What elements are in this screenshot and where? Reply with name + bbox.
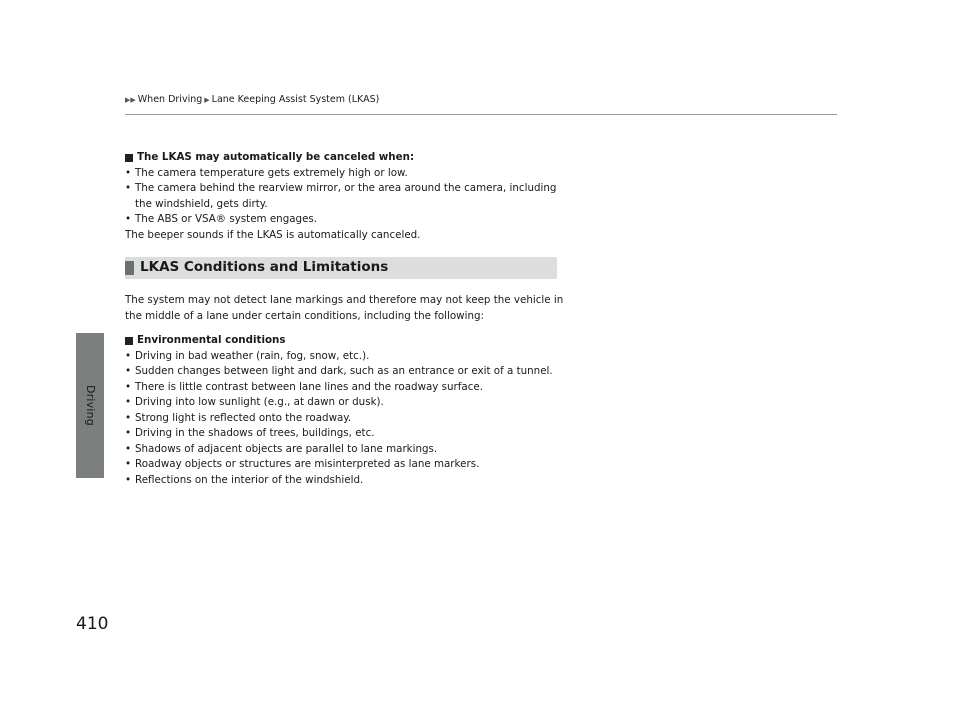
canceled-heading: The LKAS may automatically be canceled when: <box>125 150 565 166</box>
chapter-side-label: Driving <box>83 385 97 426</box>
list-item: • Driving in the shadows of trees, buildings, etc. <box>125 426 565 442</box>
list-item: • There is little contrast between lane lines and the roadway surface. <box>125 380 565 396</box>
breadcrumb <box>125 94 379 105</box>
triangle-right-icon: ▶▶ <box>125 95 136 104</box>
square-bullet-icon <box>125 337 133 345</box>
breadcrumb-item[interactable]: Lane Keeping Assist System (LKAS) <box>211 94 380 105</box>
list-item: • The ABS or VSA® system engages. <box>125 212 565 228</box>
environmental-list <box>125 349 565 489</box>
list-item: • The camera temperature gets extremely high or low. <box>125 166 565 182</box>
square-bullet-icon <box>125 154 133 162</box>
section-title: LKAS Conditions and Limitations <box>140 259 389 276</box>
triangle-right-icon: ▶ <box>204 95 210 104</box>
list-item: • Shadows of adjacent objects are parallel to lane markings. <box>125 442 565 458</box>
list-item: • Roadway objects or structures are misinterpreted as lane markers. <box>125 457 565 473</box>
environmental-heading: Environmental conditions <box>125 333 565 349</box>
breadcrumb-item[interactable]: When Driving <box>137 94 203 105</box>
canceled-list <box>125 166 565 228</box>
list-item: • Reflections on the interior of the windshield. <box>125 473 565 489</box>
header-divider <box>125 114 837 115</box>
list-item: • Driving into low sunlight (e.g., at dawn or dusk). <box>125 395 565 411</box>
square-bullet-icon <box>125 261 134 275</box>
canceled-note: The beeper sounds if the LKAS is automatically canceled. <box>125 228 421 241</box>
list-item: • The camera behind the rearview mirror, or the area around the camera, including the windshield, gets dirty. <box>125 181 565 212</box>
list-item: • Strong light is reflected onto the roadway. <box>125 411 565 427</box>
page-content <box>125 150 565 488</box>
conditions-intro: The system may not detect lane markings and therefore may not keep the vehicle in the middle of a lane under certain conditions, including the following: <box>125 294 564 322</box>
list-item: • Driving in bad weather (rain, fog, snow, etc.). <box>125 349 565 365</box>
page-number: 410 <box>76 614 109 634</box>
list-item: • Sudden changes between light and dark, such as an entrance or exit of a tunnel. <box>125 364 565 380</box>
section-title-bar <box>125 257 557 279</box>
